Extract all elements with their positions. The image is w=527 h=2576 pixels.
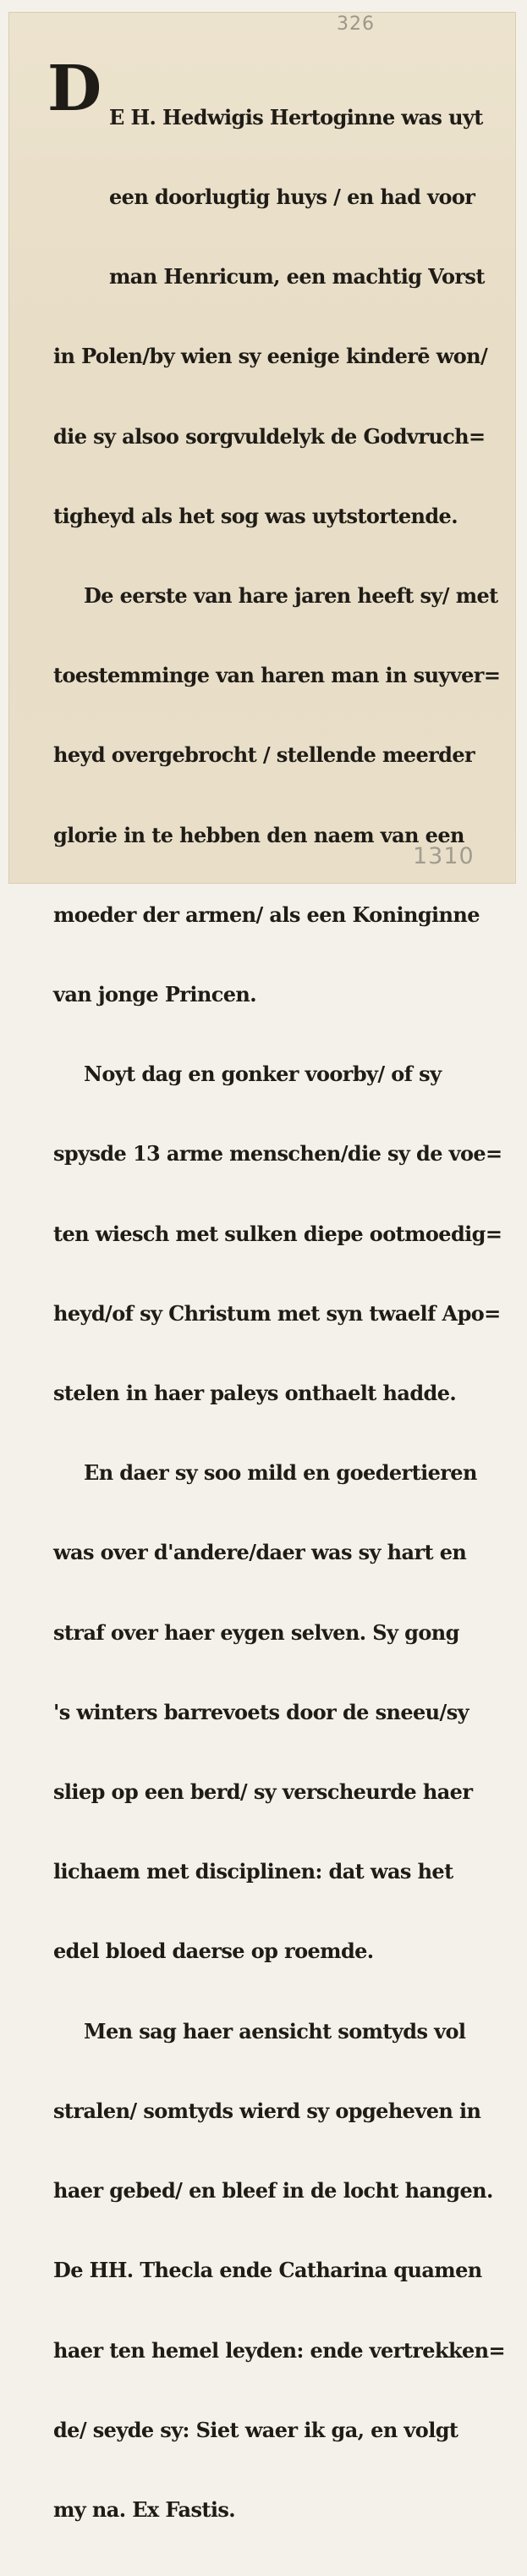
text-line: edel bloed daerse op roemde. [53, 1939, 374, 1964]
text-line: in Polen/by wien sy eenige kinderē won/ [53, 344, 488, 369]
text-line: my na. Ex Fastis. [53, 2496, 236, 2522]
text-line: En daer sy soo mild en goedertieren [84, 1460, 477, 1486]
text-line: De HH. Thecla ende Catharina quamen [53, 2258, 482, 2283]
text-line: stelen in haer paleys onthaelt hadde. [53, 1381, 457, 1406]
text-line: van jonge Princen. [53, 982, 256, 1007]
drop-cap-initial: D [47, 52, 102, 125]
text-line: E H. Hedwigis Hertoginne was uyt [109, 104, 483, 130]
text-line: was over d'andere/daer was sy hart en [53, 1540, 467, 1565]
text-line: ten wiesch met sulken diepe ootmoedig= [53, 1221, 502, 1246]
text-line: heyd/of sy Christum met syn twaelf Apo= [53, 1300, 501, 1326]
document-page [8, 12, 516, 2522]
text-line: haer gebed/ en bleef in de locht hangen. [53, 2178, 493, 2204]
marginal-number-top: 326 [337, 14, 375, 35]
text-line: sliep op een berd/ sy verscheurde haer [53, 1779, 473, 1805]
text-line: heyd overgebrocht / stellende meerder [53, 742, 475, 768]
text-line: moeder der armen/ als een Koninginne [53, 902, 480, 927]
text-line: De eerste van hare jaren heeft sy/ met [84, 583, 498, 609]
text-line: stralen/ somtyds wierd sy opgeheven in [53, 2098, 481, 2123]
text-line: lichaem met disciplinen: dat was het [53, 1859, 453, 1884]
text-line: toestemminge van haren man in suyver= [53, 663, 501, 688]
text-line: haer ten hemel leyden: ende vertrekken= [53, 2337, 506, 2363]
text-line: Men sag haer aensicht somtyds vol [84, 2018, 466, 2044]
marginal-number-bottom: 1310 [413, 843, 475, 869]
text-line: Noyt dag en gonker voorby/ of sy [84, 1062, 442, 1087]
body-text [53, 51, 514, 2576]
text-line: straf over haer eygen selven. Sy gong [53, 1619, 459, 1645]
text-line: tigheyd als het sog was uytstortende. [53, 503, 458, 528]
text-line: spysde 13 arme menschen/die sy de voe= [53, 1141, 502, 1167]
text-line: een doorlugtig huys / en had voor [109, 185, 475, 210]
text-line: 's winters barrevoets door de sneeu/sy [53, 1699, 469, 1724]
text-line: die sy alsoo sorgvuldelyk de Godvruch= [53, 423, 486, 449]
text-line: glorie in te hebben den naem van een [53, 822, 464, 847]
text-line: man Henricum, een machtig Vorst [109, 264, 485, 290]
text-line: de/ seyde sy: Siet waer ik ga, en volgt [53, 2417, 458, 2442]
